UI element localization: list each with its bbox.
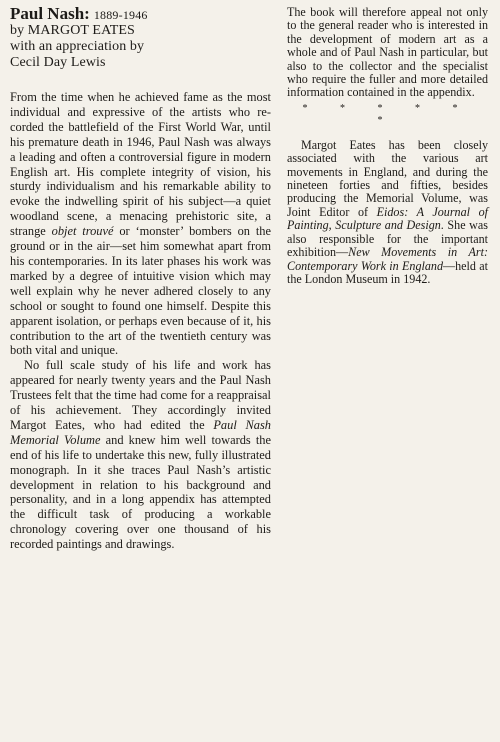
title-line (10, 6, 271, 23)
italic-phrase: objet trouvé (51, 224, 114, 239)
left-column (10, 0, 271, 552)
text-run: Margot Eates has been closely associated with the various art movements in England, and during the nineteen forties and fifties, besides producing the Memorial Volume, was Joint Editor of (287, 137, 488, 219)
text-run: —held at the London Museum in 1942. (287, 258, 488, 286)
author-line: by MARGOT EATES (10, 23, 135, 38)
audience-paragraph: The book will therefore appeal not only to the general reader who is interested in the development of modern art as a whole and of Paul Nash in particular, but also to the collector and the specialist who require the fuller and more detailed information contained in the appendix. (287, 5, 488, 100)
book-dates: 1889-1946 (93, 8, 148, 22)
title-block (10, 6, 271, 71)
appreciator-name: Cecil Day Lewis (10, 55, 106, 70)
study-paragraph (10, 358, 271, 552)
italic-phrase: New Movements in Art: Contemporary Work in England (287, 245, 488, 273)
book-title: Paul Nash: (10, 4, 90, 23)
italic-phrase: Paul Nash Memorial Volume (10, 417, 271, 447)
text-run: No full scale study of his life and work has appeared for nearly twenty years and the Paul Nash Trustees felt that the time had come for a reappraisal of his achievement. They accordingly invited Margot Eates, who had edited the (10, 358, 271, 432)
right-column (287, 0, 488, 286)
intro-paragraph (10, 90, 271, 358)
italic-phrase: Eidos: A Journal of Painting, Sculpture and Design (287, 204, 488, 233)
text-run: and knew him well towards the end of his life to undertake this new, fully illustrated monograph. In it she traces Paul Nash’s artistic development in relation to his background and personality, and in a long appendix has attempted the difficult task of producing a workable chronology covering over one thousand of his recorded paintings and drawings. (10, 432, 271, 552)
text-run: . She was also responsible for the important exhibition— (287, 218, 488, 260)
author-bio-paragraph (287, 139, 488, 286)
text-run: From the time when he achieved fame as the most individual and expressive of the artists who recorded the battlefield of the First World War, until his premature death in 1946, Paul Nash was always a leading and often a controversial figure in modern English art. His complete integrity of vision, his sturdy individualism and his remarkable ability to evoke the indwelling spirit of his subject—a quiet woodland scene, a menacing prehistoric site, a strange (10, 90, 271, 239)
appreciation-line: with an appreciation by (10, 39, 145, 54)
section-separator: * * * * * * (302, 102, 473, 126)
text-run: or ‘monster’ bombers on the ground or in the air—set him somewhat apart from his contemporaries. In its later phases his work was marked by a degree of intuitive vision which may well explain why he never adhered closely to any school or sought to found one himself. Despite this apparent isolation, or perhaps even because of it, his contribution to the art of the twentieth century was both vital and unique. (10, 224, 271, 358)
